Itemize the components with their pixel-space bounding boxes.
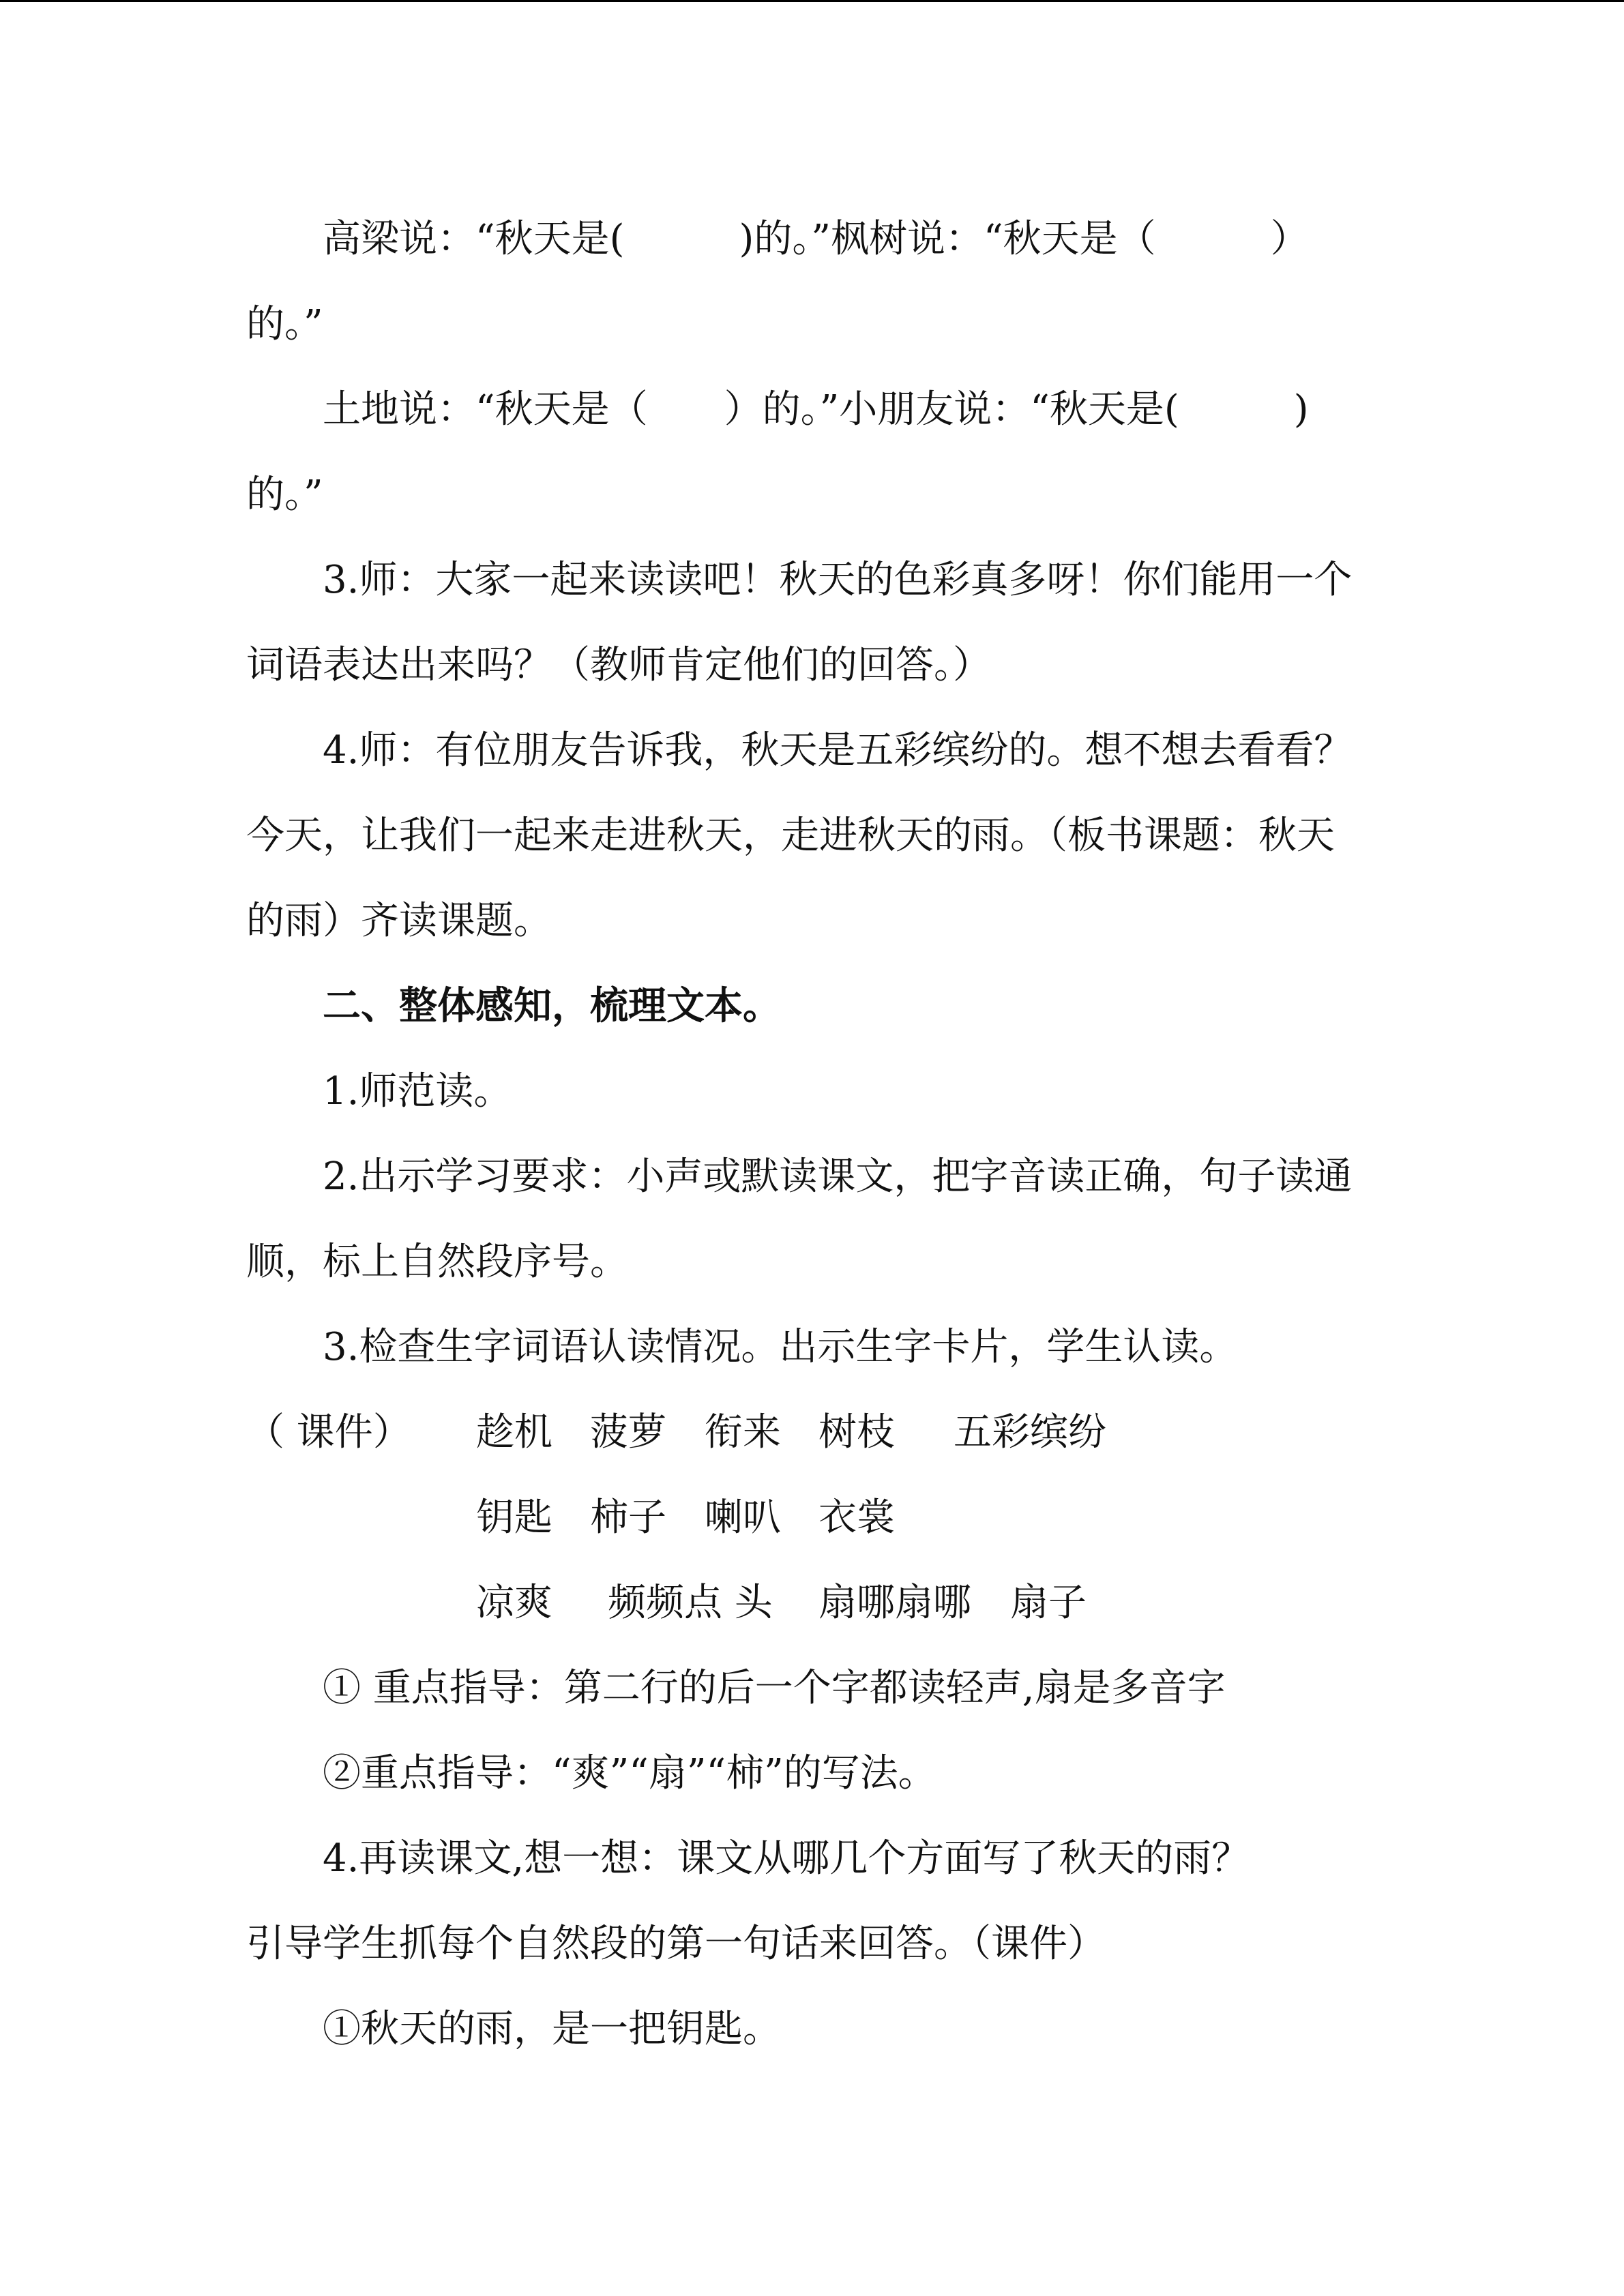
vocab-row [246,1390,1406,1475]
text-line: 高梁说：“秋天是( )的。”枫树说：“秋天是（ ） [323,217,1309,261]
vocab-row [246,1475,1406,1560]
text-line: 4.再读课文,想一想：课文从哪几个方面写了秋天的雨？ [323,1836,1250,1881]
vocab-word: 菠萝 [590,1410,666,1455]
text-line: 1.师范读。 [323,1069,512,1114]
text-line: ②重点指导：“爽”“扇”“柿”的写法。 [323,1751,936,1795]
text-line: 的雨）齐读课题。 [246,899,552,943]
vocab-word: 衔来 [705,1410,781,1455]
text-line: 今天，让我们一起来走进秋天，走进秋天的雨。（板书课题：秋天 [246,814,1335,858]
vocab-word: 频频点 头 [608,1581,773,1625]
vocab-word: 喇叭 [705,1495,781,1540]
text-line: ①秋天的雨，是一把钥匙。 [323,2007,781,2051]
text-line: 2.出示学习要求：小声或默读课文，把字音读正确，句子读通 [323,1154,1353,1199]
text-line: 土地说：“秋天是（ ）的。”小朋友说：“秋天是( ) [323,387,1309,432]
vocab-word: 趁机 [476,1410,552,1455]
text-line: 顺，标上自然段序号。 [246,1240,628,1284]
vocab-word: 凉爽 [476,1581,552,1625]
text-line: 词语表达出来吗？（教师肯定他们的回答。） [246,643,991,687]
section-heading: 二、整体感知，梳理文本。 [323,983,781,1028]
text-line: 4.师：有位朋友告诉我，秋天是五彩缤纷的。想不想去看看？ [323,728,1353,773]
text-line: 3.检查生字词语认读情况。出示生字卡片，学生认读。 [323,1325,1238,1369]
vocab-word: 钥匙 [476,1495,552,1540]
text-line: 的。” [246,473,323,517]
vocab-word: 树枝 [818,1410,895,1455]
text-line: 的。” [246,302,323,346]
document-body [246,196,1406,2072]
vocab-word: 五彩缤纷 [954,1410,1106,1455]
vocab-word: 衣裳 [818,1495,895,1540]
vocab-word: 柿子 [590,1495,666,1540]
vocab-word: 扇哪扇哪 [818,1581,971,1625]
vocab-label: （ 课件） [246,1410,411,1455]
vocab-word: 扇子 [1010,1581,1087,1625]
text-line: 3.师：大家一起来读读吧！秋天的色彩真多呀！你们能用一个 [323,558,1353,602]
page-top-border [0,0,1624,2]
text-line: ① 重点指导：第二行的后一个字都读轻声,扇是多音字 [323,1666,1226,1710]
text-line: 引导学生抓每个自然段的第一句话来回答。（课件） [246,1922,1106,1966]
vocab-row [246,1560,1406,1645]
